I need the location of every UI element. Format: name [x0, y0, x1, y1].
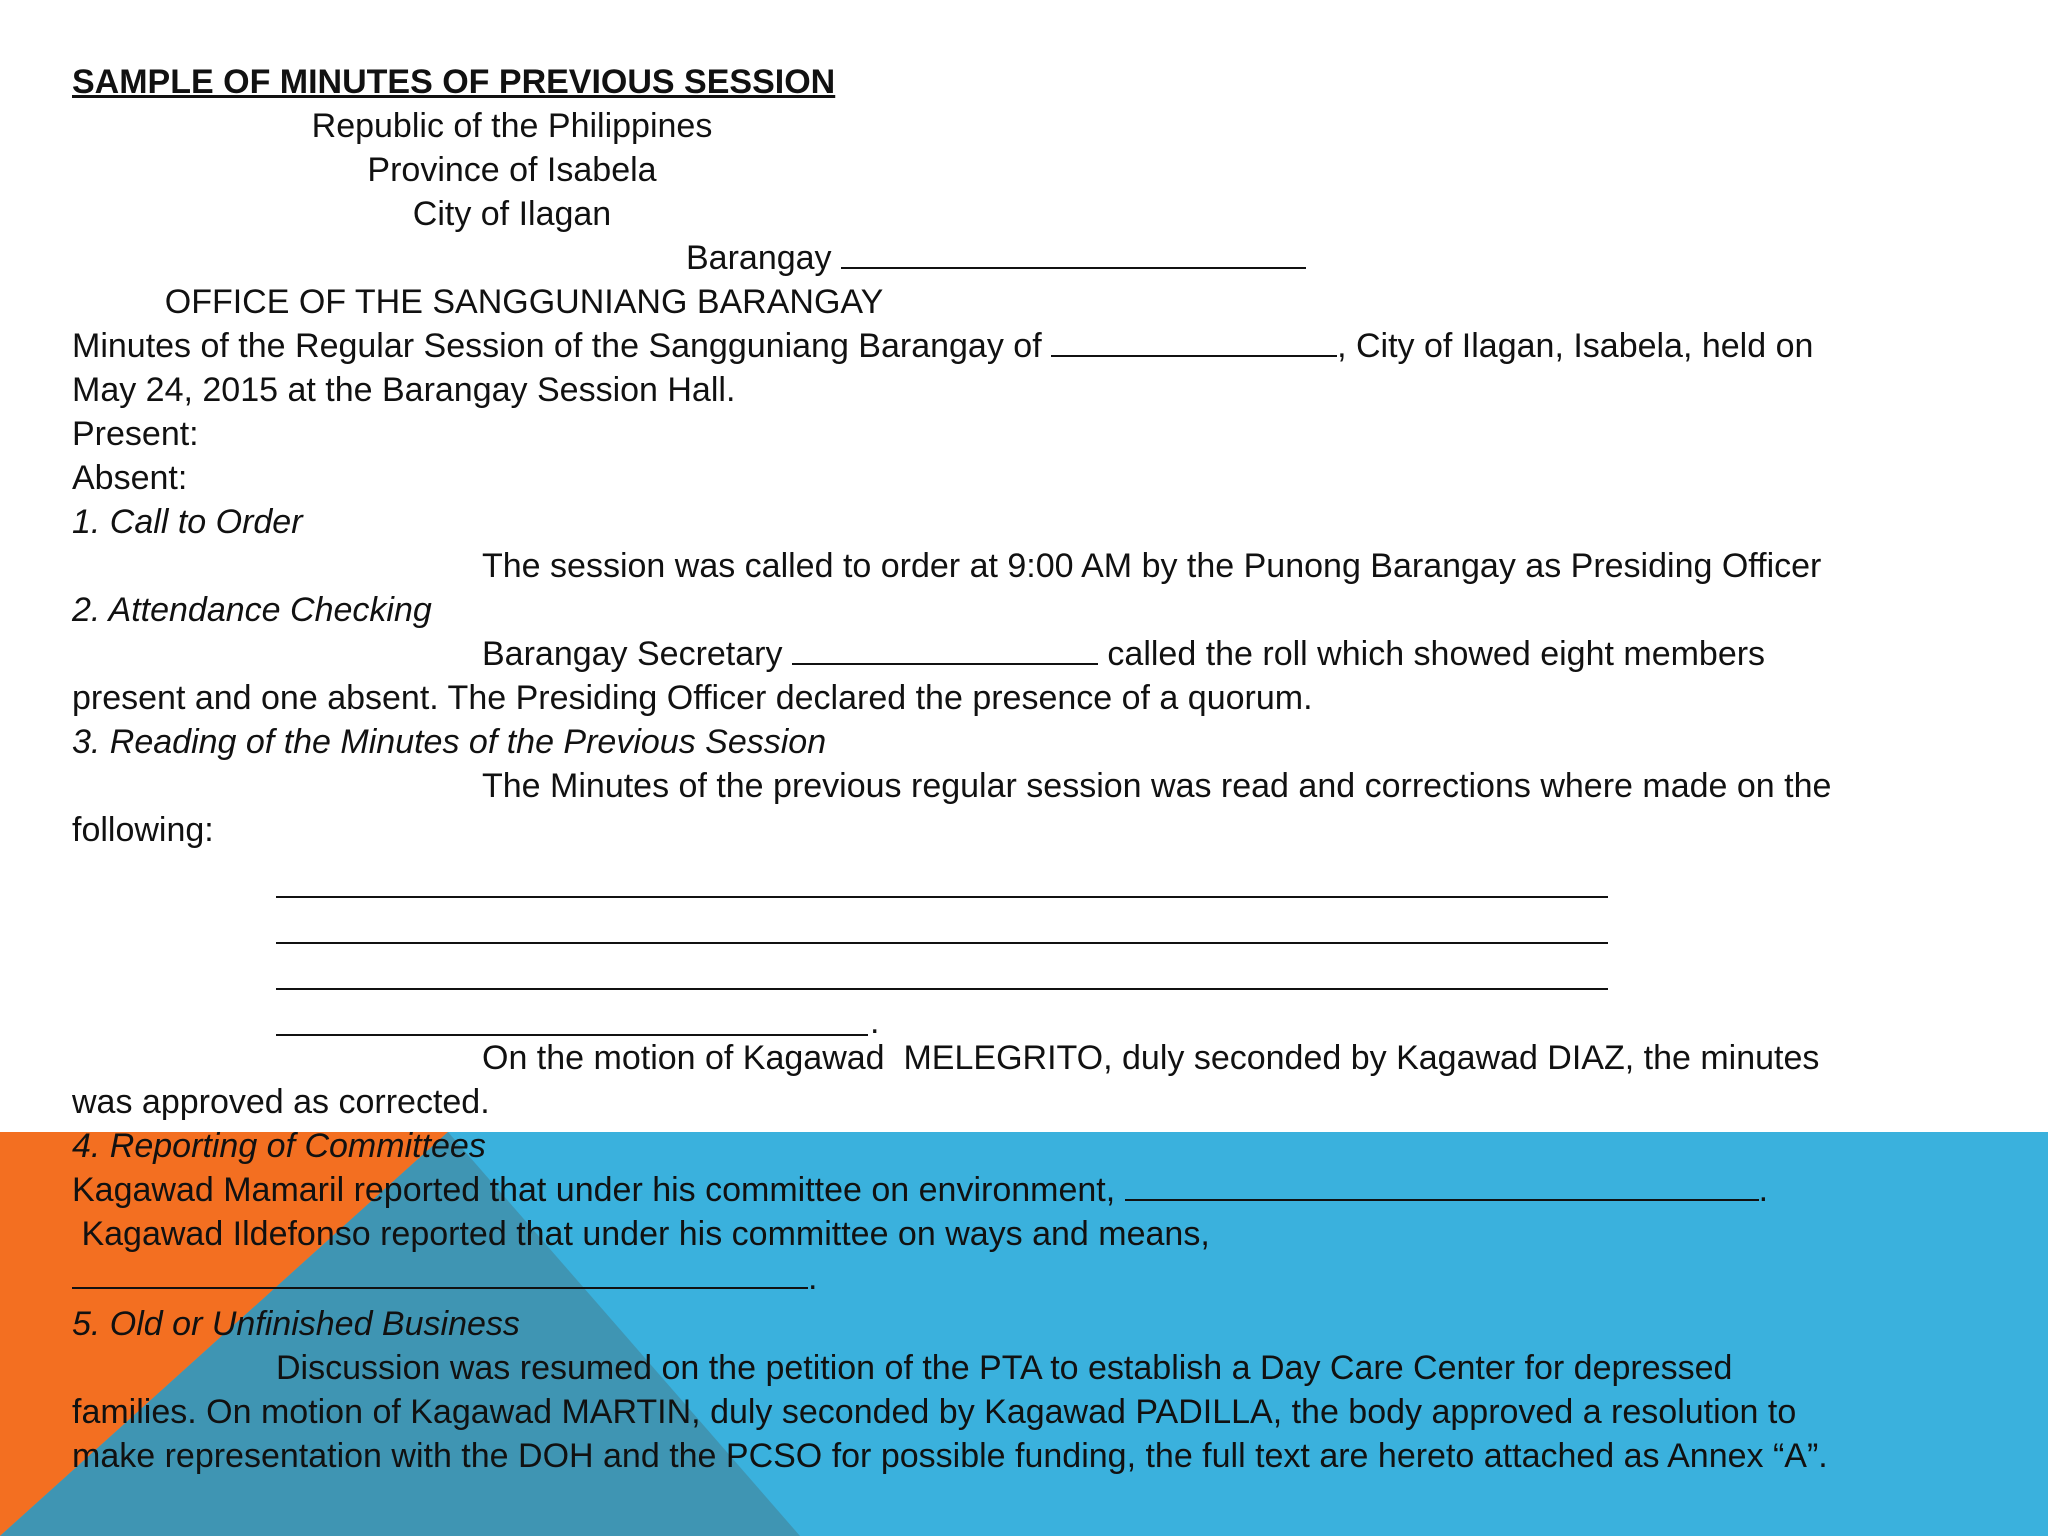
- present-label: Present:: [72, 415, 199, 453]
- office-line: OFFICE OF THE SANGGUNIANG BARANGAY: [164, 283, 884, 321]
- section-2-text-1-end: called the roll which showed eight members: [1107, 635, 1766, 673]
- section-3-motion-1: On the motion of Kagawad MELEGRITO, duly seconded by Kagawad DIAZ, the minutes: [482, 1039, 1820, 1077]
- section-1-text: The session was called to order at 9:00 AM by the Punong Barangay as Presiding Officer: [482, 547, 1822, 585]
- barangay-line: [686, 236, 1306, 280]
- section-3-title: 3. Reading of the Minutes of the Previous Session: [72, 723, 827, 761]
- correction-period: .: [870, 1003, 880, 1041]
- section-4-text-1: [72, 1168, 1768, 1212]
- section-5-text-2: families. On motion of Kagawad MARTIN, duly seconded by Kagawad PADILLA, the body approved a resolution to: [72, 1393, 1797, 1431]
- section-4-text-3: [72, 1256, 817, 1300]
- document-title: SAMPLE OF MINUTES OF PREVIOUS SESSION: [72, 63, 836, 101]
- correction-line-2: [276, 942, 1608, 944]
- section-1-title: 1. Call to Order: [72, 503, 303, 541]
- section-4-text-2: Kagawad Ildefonso reported that under his committee on ways and means,: [72, 1215, 1210, 1253]
- city-line: City of Ilagan: [412, 195, 612, 233]
- intro-line-1-end: , City of Ilagan, Isabela, held on: [1337, 327, 1814, 365]
- section-5-text-3: make representation with the DOH and the PCSO for possible funding, the full text are hereto attached as Annex “A”.: [72, 1437, 1828, 1475]
- intro-line-1-start: Minutes of the Regular Session of the Sangguniang Barangay of: [72, 327, 1042, 365]
- intro-line-1: [72, 324, 1813, 368]
- secretary-blank: [792, 633, 1098, 665]
- section-3-motion-2: was approved as corrected.: [72, 1083, 490, 1121]
- section-4-text-1-end: .: [1758, 1171, 1769, 1209]
- barangay-blank: [841, 237, 1306, 269]
- section-4-text-1-start: Kagawad Mamaril reported that under his committee on environment,: [72, 1171, 1116, 1209]
- ways-and-means-blank: [72, 1257, 808, 1289]
- correction-line-3: [276, 988, 1608, 990]
- intro-barangay-blank: [1051, 325, 1337, 357]
- section-2-text-2: present and one absent. The Presiding Officer declared the presence of a quorum.: [72, 679, 1313, 717]
- section-2-text-1-start: Barangay Secretary: [482, 635, 783, 673]
- correction-line-1: [276, 896, 1608, 898]
- intro-line-2: May 24, 2015 at the Barangay Session Hall.: [72, 371, 736, 409]
- section-3-text-1: The Minutes of the previous regular session was read and corrections where made on the: [482, 767, 1832, 805]
- section-5-text-1: Discussion was resumed on the petition of the PTA to establish a Day Care Center for depressed: [276, 1349, 1733, 1387]
- section-5-title: 5. Old or Unfinished Business: [72, 1305, 520, 1343]
- environment-blank: [1125, 1169, 1759, 1201]
- section-2-text-1: [482, 632, 1765, 676]
- section-3-text-2: following:: [72, 811, 214, 849]
- section-4-title: 4. Reporting of Committees: [72, 1127, 486, 1165]
- barangay-label: Barangay: [686, 239, 832, 277]
- republic-line: Republic of the Philippines: [311, 107, 713, 145]
- section-4-text-3-end: .: [808, 1259, 818, 1297]
- section-2-title: 2. Attendance Checking: [72, 591, 432, 629]
- province-line: Province of Isabela: [367, 151, 657, 189]
- absent-label: Absent:: [72, 459, 188, 497]
